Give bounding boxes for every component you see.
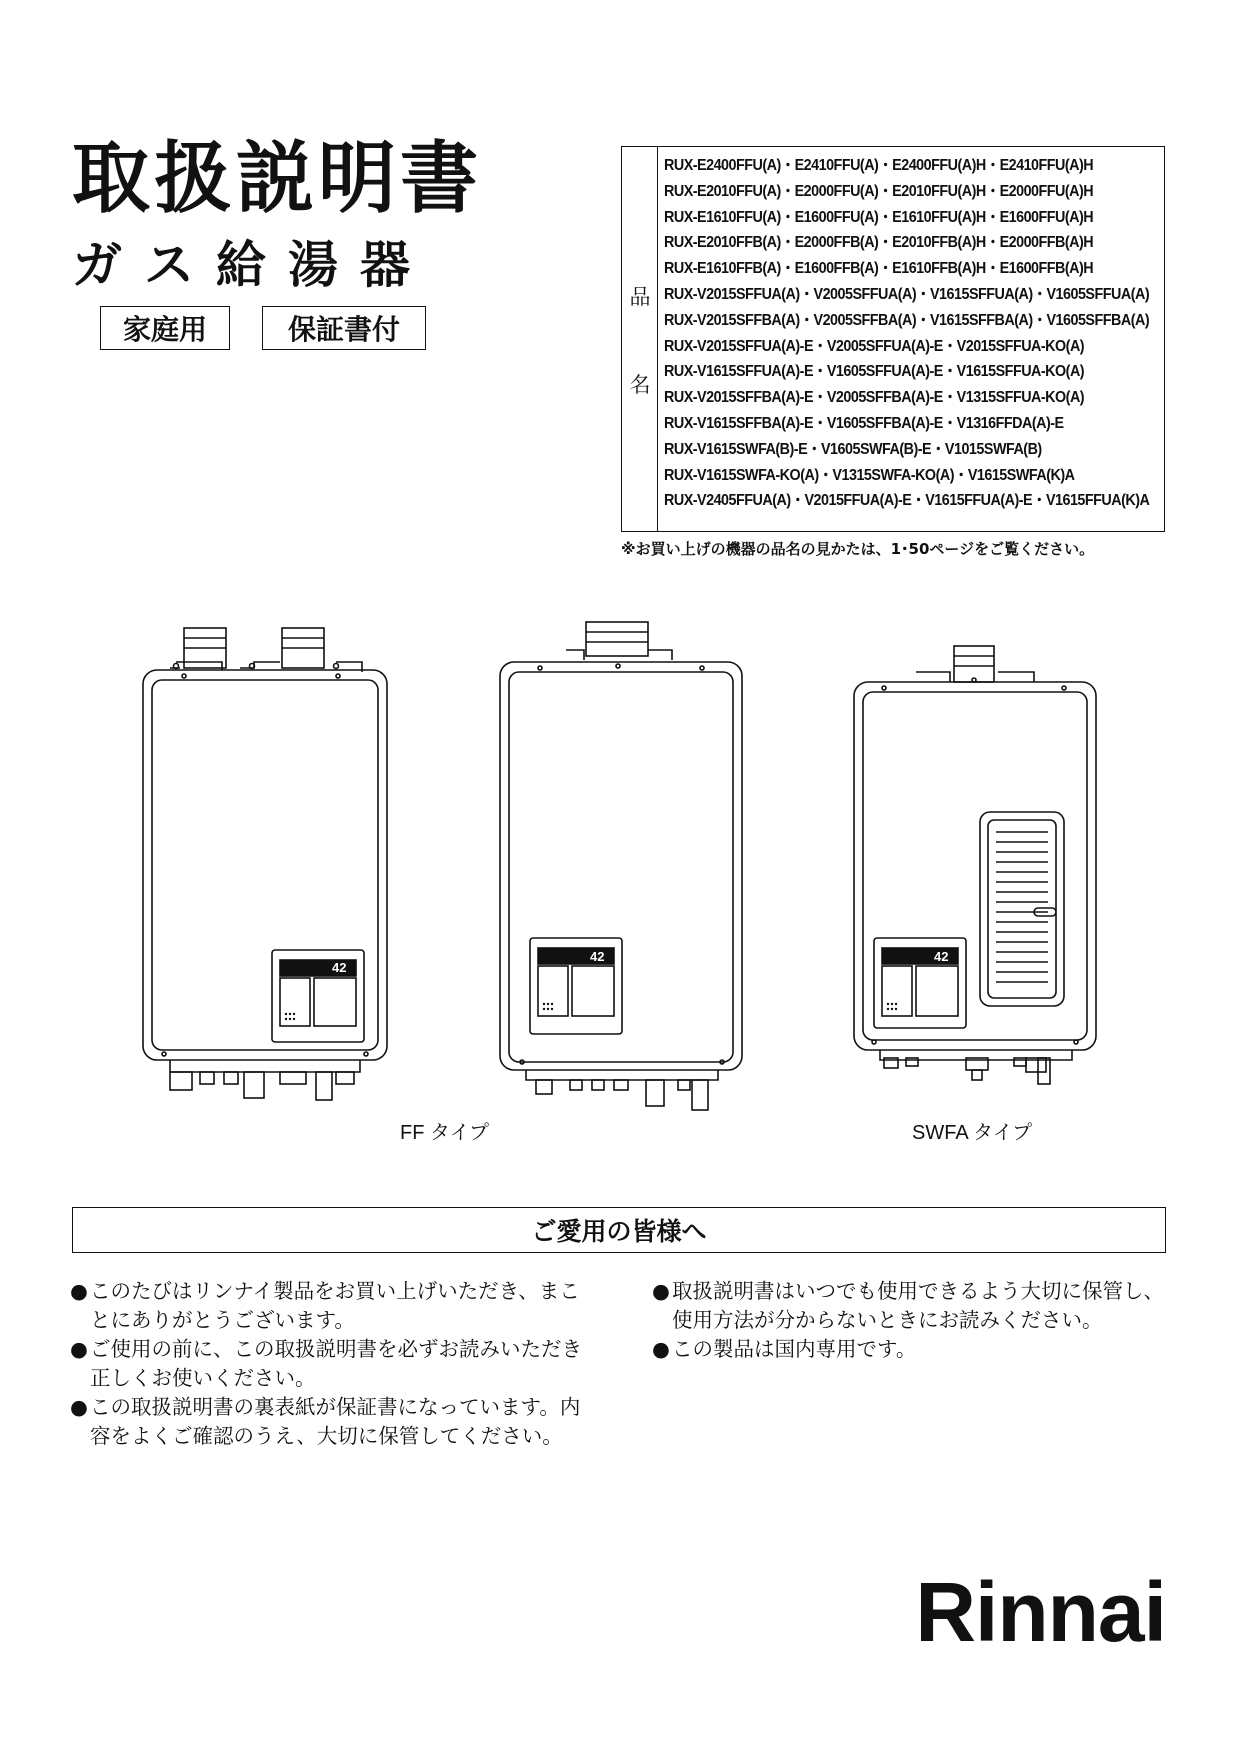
household-use-tag: 家庭用	[100, 306, 230, 350]
model-line: RUX-E2400FFU(A)・E2410FFU(A)・E2400FFU(A)H・E2410FFU(A)H	[664, 157, 1094, 174]
model-label-char-1: 品	[629, 285, 651, 309]
model-line: RUX-E2010FFB(A)・E2000FFB(A)・E2010FFB(A)H・E2000FFB(A)H	[664, 234, 1094, 252]
display-readout-1: 42	[332, 960, 347, 975]
model-number-table	[621, 146, 1165, 532]
model-label-char-2: 名	[629, 373, 651, 397]
ff-type-caption: FF タイプ	[400, 1122, 489, 1144]
model-line: RUX-V2015SFFUA(A)-E・V2005SFFUA(A)-E・V2015SFFUA-KO(A)	[664, 337, 1085, 355]
model-line: RUX-V2015SFFUA(A)・V2005SFFUA(A)・V1615SFFUA(A)・V1605SFFUA(A)	[664, 285, 1150, 303]
model-line: RUX-V1615SFFBA(A)-E・V1605SFFBA(A)-E・V1316FFDA(A)-E	[664, 414, 1064, 432]
greeting-item	[70, 1335, 590, 1393]
ff-heater-illustration-2	[496, 616, 746, 1116]
greeting-item-text: この製品は国内専用です。	[672, 1337, 917, 1361]
model-line: RUX-V1615SWFA(B)-E・V1605SWFA(B)-E・V1015SWFA(B)	[664, 440, 1042, 458]
bullet-icon: ●	[70, 1279, 88, 1303]
model-number-list	[664, 153, 1162, 514]
warranty-included-tag: 保証書付	[262, 306, 426, 350]
bullet-icon: ●	[70, 1337, 88, 1361]
display-readout-2: 42	[590, 949, 605, 964]
model-reference-note: ※お買い上げの機器の品名の見かたは、1･50ページをご覧ください。	[621, 540, 1095, 558]
greeting-heading: ご愛用の皆様へ	[72, 1207, 1166, 1253]
greeting-item-text: この取扱説明書の裏表紙が保証書になっています。内容をよくご確認のうえ、大切に保管してください。	[90, 1395, 581, 1448]
model-line: RUX-E2010FFU(A)・E2000FFU(A)・E2010FFU(A)H・E2000FFU(A)H	[664, 182, 1094, 200]
rinnai-logo: Rinnai	[915, 1565, 1166, 1659]
swfa-heater-illustration	[850, 640, 1100, 1090]
swfa-type-caption: SWFA タイプ	[912, 1122, 1033, 1144]
model-line: RUX-V2015SFFBA(A)・V2005SFFBA(A)・V1615SFFBA(A)・V1605SFFBA(A)	[664, 311, 1150, 329]
model-line: RUX-E1610FFU(A)・E1600FFU(A)・E1610FFU(A)H・E1600FFU(A)H	[664, 208, 1094, 226]
model-line: RUX-V1615SFFUA(A)-E・V1605SFFUA(A)-E・V1615SFFUA-KO(A)	[664, 363, 1085, 381]
document-title: 取扱説明書	[72, 134, 483, 224]
display-readout-3: 42	[934, 949, 949, 964]
greeting-list-right	[652, 1277, 1172, 1364]
greeting-item-text: このたびはリンナイ製品をお買い上げいただき、まことにありがとうございます。	[90, 1279, 580, 1332]
greeting-list-left	[70, 1277, 590, 1451]
bullet-icon: ●	[652, 1337, 670, 1361]
model-label-column	[622, 147, 658, 531]
bullet-icon: ●	[70, 1395, 88, 1419]
greeting-item	[652, 1335, 1172, 1364]
greeting-item	[652, 1277, 1172, 1335]
bullet-icon: ●	[652, 1279, 670, 1303]
greeting-item	[70, 1277, 590, 1335]
document-subtitle: ガス給湯器	[72, 236, 432, 294]
model-line: RUX-V2015SFFBA(A)-E・V2005SFFBA(A)-E・V1315SFFUA-KO(A)	[664, 389, 1085, 407]
greeting-item-text: 取扱説明書はいつでも使用できるよう大切に保管し、使用方法が分からないときにお読みください。	[672, 1279, 1164, 1332]
model-line: RUX-V2405FFUA(A)・V2015FFUA(A)-E・V1615FFUA(A)-E・V1615FFUA(K)A	[664, 492, 1150, 510]
model-line: RUX-V1615SWFA-KO(A)・V1315SWFA-KO(A)・V1615SWFA(K)A	[664, 466, 1075, 484]
greeting-item	[70, 1393, 590, 1451]
greeting-item-text: ご使用の前に、この取扱説明書を必ずお読みいただき正しくお使いください。	[90, 1337, 582, 1390]
ff-heater-illustration-1	[140, 620, 390, 1110]
model-line: RUX-E1610FFB(A)・E1600FFB(A)・E1610FFB(A)H・E1600FFB(A)H	[664, 260, 1094, 278]
